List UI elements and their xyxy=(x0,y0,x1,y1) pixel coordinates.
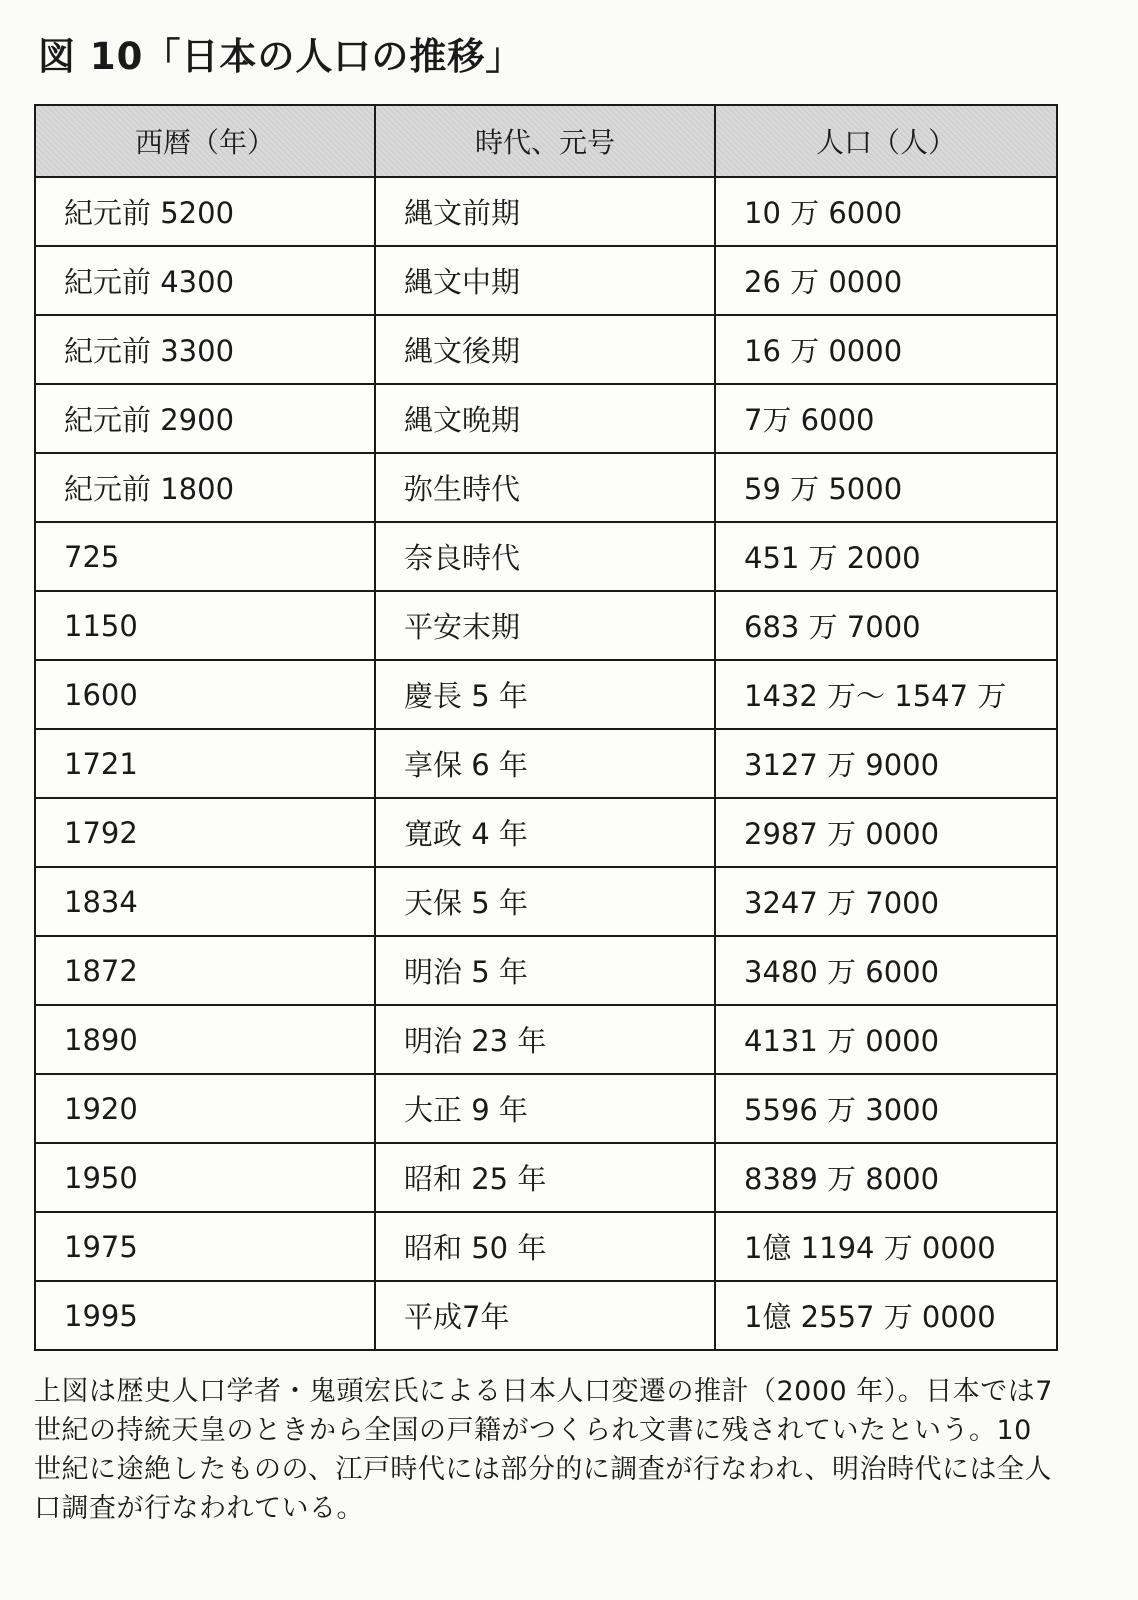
cell-era: 弥生時代 xyxy=(375,453,715,522)
cell-year: 1975 xyxy=(35,1212,375,1281)
cell-era: 縄文前期 xyxy=(375,177,715,246)
cell-era: 昭和 50 年 xyxy=(375,1212,715,1281)
cell-population: 26 万 0000 xyxy=(715,246,1057,315)
table-row xyxy=(35,1143,1057,1212)
table-row xyxy=(35,177,1057,246)
header-population: 人口（人） xyxy=(715,105,1057,177)
cell-year: 紀元前 3300 xyxy=(35,315,375,384)
cell-population: 3480 万 6000 xyxy=(715,936,1057,1005)
cell-era: 縄文後期 xyxy=(375,315,715,384)
cell-era: 奈良時代 xyxy=(375,522,715,591)
cell-population: 3127 万 9000 xyxy=(715,729,1057,798)
table-row xyxy=(35,522,1057,591)
cell-year: 紀元前 5200 xyxy=(35,177,375,246)
table-row xyxy=(35,246,1057,315)
cell-year: 1950 xyxy=(35,1143,375,1212)
cell-population: 16 万 0000 xyxy=(715,315,1057,384)
cell-year: 1890 xyxy=(35,1005,375,1074)
table-row xyxy=(35,729,1057,798)
table-row xyxy=(35,1005,1057,1074)
cell-era: 大正 9 年 xyxy=(375,1074,715,1143)
table-row xyxy=(35,798,1057,867)
table-caption: 上図は歴史人口学者・鬼頭宏氏による日本人口変遷の推計（2000 年）。日本では7世紀の持統天皇のときから全国の戸籍がつくられ文書に残されていたという。10 世紀に途絶したものの、江戸時代には部分的に調査が行なわれ、明治時代には全人口調査が行なわれている。 xyxy=(34,1376,1053,1524)
table-row xyxy=(35,660,1057,729)
cell-year: 1721 xyxy=(35,729,375,798)
header-era: 時代、元号 xyxy=(375,105,715,177)
table-row xyxy=(35,591,1057,660)
cell-year: 紀元前 2900 xyxy=(35,384,375,453)
cell-era: 平成7年 xyxy=(375,1281,715,1350)
cell-year: 1834 xyxy=(35,867,375,936)
table-row xyxy=(35,315,1057,384)
table-row xyxy=(35,1281,1057,1350)
figure-title: 図 10「日本の人口の推移」 xyxy=(38,35,524,78)
population-table xyxy=(34,104,1058,1351)
cell-population: 451 万 2000 xyxy=(715,522,1057,591)
cell-population: 1億 2557 万 0000 xyxy=(715,1281,1057,1350)
cell-era: 明治 23 年 xyxy=(375,1005,715,1074)
population-table-container xyxy=(34,104,1056,1351)
cell-population: 59 万 5000 xyxy=(715,453,1057,522)
table-row xyxy=(35,867,1057,936)
cell-year: 紀元前 1800 xyxy=(35,453,375,522)
header-year: 西暦（年） xyxy=(35,105,375,177)
cell-era: 寛政 4 年 xyxy=(375,798,715,867)
cell-population: 10 万 6000 xyxy=(715,177,1057,246)
table-row xyxy=(35,453,1057,522)
cell-year: 1872 xyxy=(35,936,375,1005)
cell-year: 1150 xyxy=(35,591,375,660)
cell-population: 5596 万 3000 xyxy=(715,1074,1057,1143)
cell-era: 享保 6 年 xyxy=(375,729,715,798)
cell-population: 683 万 7000 xyxy=(715,591,1057,660)
cell-population: 7万 6000 xyxy=(715,384,1057,453)
cell-era: 昭和 25 年 xyxy=(375,1143,715,1212)
cell-era: 縄文晩期 xyxy=(375,384,715,453)
table-header-row xyxy=(35,105,1057,177)
table-row xyxy=(35,1074,1057,1143)
cell-population: 3247 万 7000 xyxy=(715,867,1057,936)
cell-population: 1432 万～ 1547 万 xyxy=(715,660,1057,729)
cell-year: 紀元前 4300 xyxy=(35,246,375,315)
cell-era: 天保 5 年 xyxy=(375,867,715,936)
cell-year: 1920 xyxy=(35,1074,375,1143)
cell-year: 1995 xyxy=(35,1281,375,1350)
cell-year: 1792 xyxy=(35,798,375,867)
cell-population: 1億 1194 万 0000 xyxy=(715,1212,1057,1281)
cell-era: 明治 5 年 xyxy=(375,936,715,1005)
cell-year: 725 xyxy=(35,522,375,591)
cell-population: 2987 万 0000 xyxy=(715,798,1057,867)
table-row xyxy=(35,936,1057,1005)
cell-population: 8389 万 8000 xyxy=(715,1143,1057,1212)
cell-era: 縄文中期 xyxy=(375,246,715,315)
table-row xyxy=(35,1212,1057,1281)
table-row xyxy=(35,384,1057,453)
cell-year: 1600 xyxy=(35,660,375,729)
cell-population: 4131 万 0000 xyxy=(715,1005,1057,1074)
cell-era: 平安末期 xyxy=(375,591,715,660)
cell-era: 慶長 5 年 xyxy=(375,660,715,729)
